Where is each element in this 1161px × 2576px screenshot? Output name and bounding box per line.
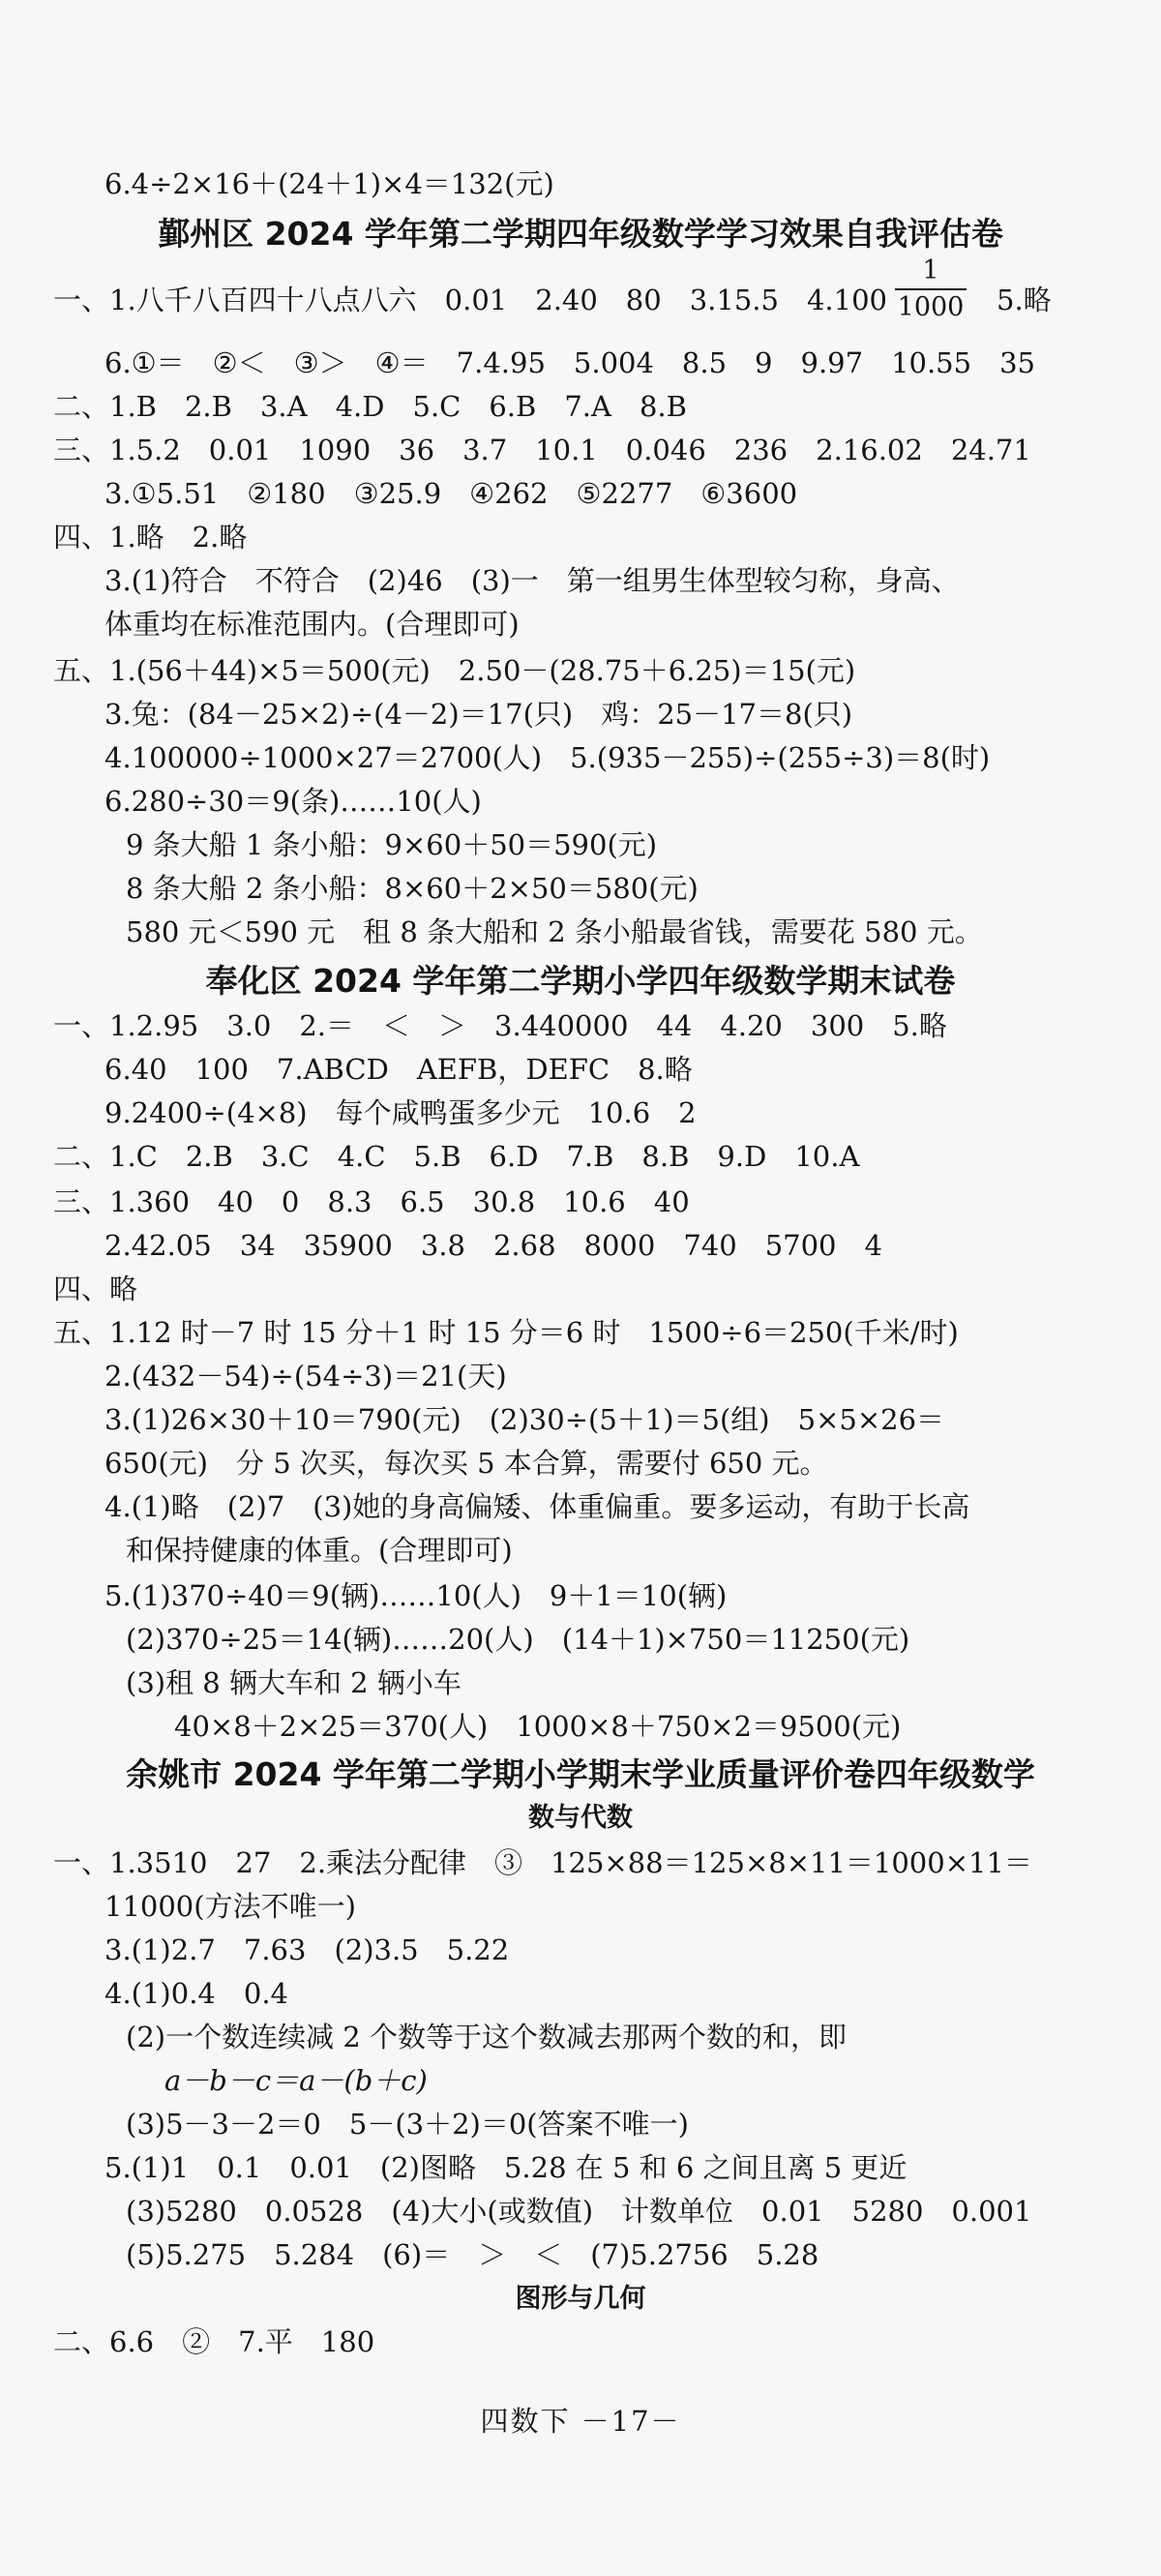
answer-line: 2.42.05 34 35900 3.8 2.68 8000 740 5700 4 [104, 1229, 882, 1262]
answer-line: 6.40 100 7.ABCD AEFB，DEFC 8.略 [104, 1053, 693, 1086]
answer-line: 5.(1)1 0.1 0.01 (2)图略 5.28 在 5 和 6 之间且离 5 更近 [104, 2151, 908, 2184]
answer-line: 五、1.(56＋44)×5＝500(元) 2.50－(28.75＋6.25)＝15(元) [53, 654, 856, 687]
answer-line: 11000(方法不唯一) [104, 1890, 356, 1923]
answer-line: 3.①5.51 ②180 ③25.9 ④262 ⑤2277 ⑥3600 [104, 477, 798, 510]
answer-line: 9.2400÷(4×8) 每个咸鸭蛋多少元 10.6 2 [104, 1096, 697, 1129]
answer-line: (3)5280 0.0528 (4)大小(或数值) 计数单位 0.01 5280 0.001 [126, 2195, 1032, 2228]
answer-line: 6.①＝ ②＜ ③＞ ④＝ 7.4.95 5.004 8.5 9 9.97 10.55 35 [104, 346, 1035, 379]
answer-line: 3.兔：(84－25×2)÷(4－2)＝17(只) 鸡：25－17＝8(只) [104, 698, 853, 731]
fraction-numerator: 1 [922, 255, 939, 285]
answer-line: 三、1.5.2 0.01 1090 36 3.7 10.1 0.046 236 2.16.02 24.71 [53, 434, 1031, 466]
answer-line: (3)租 8 辆大车和 2 辆小车 [126, 1666, 461, 1699]
answer-line: 和保持健康的体重。(合理即可) [126, 1534, 513, 1567]
answer-line: (5)5.275 5.284 (6)＝ ＞ ＜ (7)5.2756 5.28 [126, 2238, 819, 2271]
answer-line: 40×8＋2×25＝370(人) 1000×8＋750×2＝9500(元) [174, 1710, 902, 1743]
fraction-bar [895, 288, 967, 290]
answer-line: 二、1.C 2.B 3.C 4.C 5.B 6.D 7.B 8.B 9.D 10.A [53, 1140, 860, 1173]
answer-line: 4.(1)0.4 0.4 [104, 1977, 288, 2010]
answer-line: 6.4÷2×16＋(24＋1)×4＝132(元) [104, 167, 554, 200]
answer-line: 一、1.2.95 3.0 2.＝ ＜ ＞ 3.440000 44 4.20 300 5.略 [53, 1009, 947, 1042]
answer-line: (3)5－3－2＝0 5－(3＋2)＝0(答案不唯一) [126, 2108, 689, 2141]
answer-line: 3.(1)符合 不符合 (2)46 (3)一 第一组男生体型较匀称，身高、 [104, 564, 960, 597]
answer-line: 一、1.3510 27 2.乘法分配律 ③ 125×88＝125×8×11＝1000×11＝ [53, 1846, 1032, 1879]
answer-line: (2)370÷25＝14(辆)……20(人) (14＋1)×750＝11250(元) [126, 1623, 910, 1656]
answer-line: 二、1.B 2.B 3.A 4.D 5.C 6.B 7.A 8.B [53, 390, 687, 423]
answer-line: 4.100000÷1000×27＝2700(人) 5.(935－255)÷(255÷3)＝8(时) [104, 741, 991, 774]
fraction-1-1000 [895, 255, 967, 323]
answer-line: 2.(432－54)÷(54÷3)＝21(天) [104, 1360, 507, 1393]
answer-line: 三、1.360 40 0 8.3 6.5 30.8 10.6 40 [53, 1185, 690, 1218]
section-title-yinzhou: 鄞州区 2024 学年第二学期四年级数学学习效果自我评估卷 [158, 215, 1003, 253]
answer-line: 650(元) 分 5 次买，每次买 5 本合算，需要付 650 元。 [104, 1447, 828, 1480]
answer-line: 一、1.八千八百四十八点八六 0.01 2.40 80 3.15.5 4.100 [53, 284, 887, 316]
answer-line: 8 条大船 2 条小船：8×60＋2×50＝580(元) [126, 872, 699, 905]
answer-line: 5.略 [997, 284, 1052, 316]
fraction-denominator: 1000 [897, 292, 965, 322]
subsection-title-geometry: 图形与几何 [515, 2284, 646, 2314]
answer-line: (2)一个数连续减 2 个数等于这个数减去那两个数的和，即 [126, 2021, 847, 2053]
answer-line: 3.(1)2.7 7.63 (2)3.5 5.22 [104, 1933, 510, 1966]
answer-line: 四、略 [53, 1273, 138, 1305]
answer-line: 580 元＜590 元 租 8 条大船和 2 条小船最省钱，需要花 580 元。 [126, 915, 983, 948]
answer-line: 4.(1)略 (2)7 (3)她的身高偏矮、体重偏重。要多运动，有助于长高 [104, 1490, 970, 1523]
answer-line: 3.(1)26×30＋10＝790(元) (2)30÷(5＋1)＝5(组) 5×5×26＝ [104, 1403, 945, 1436]
subsection-title-number-algebra: 数与代数 [528, 1803, 633, 1833]
section-title-yuyao: 余姚市 2024 学年第二学期小学期末学业质量评价卷四年级数学 [126, 1755, 1035, 1793]
answer-line: 6.280÷30＝9(条)……10(人) [104, 785, 482, 818]
answer-line: 5.(1)370÷40＝9(辆)……10(人) 9＋1＝10(辆) [104, 1579, 728, 1612]
answer-line: 二、6.6 ② 7.平 180 [53, 2325, 375, 2358]
section-title-fenghua: 奉化区 2024 学年第二学期小学四年级数学期末试卷 [205, 962, 956, 1000]
answer-line: 四、1.略 2.略 [53, 521, 248, 554]
page-footer: 四数下 －17－ [480, 2405, 681, 2438]
answer-line: 五、1.12 时－7 时 15 分＋1 时 15 分＝6 时 1500÷6＝250(千米/时) [53, 1316, 959, 1349]
answer-line: 9 条大船 1 条小船：9×60＋50＝590(元) [126, 828, 658, 861]
answer-line: a－b－c＝a－(b＋c) [164, 2064, 428, 2097]
answer-line: 体重均在标准范围内。(合理即可) [104, 608, 520, 641]
